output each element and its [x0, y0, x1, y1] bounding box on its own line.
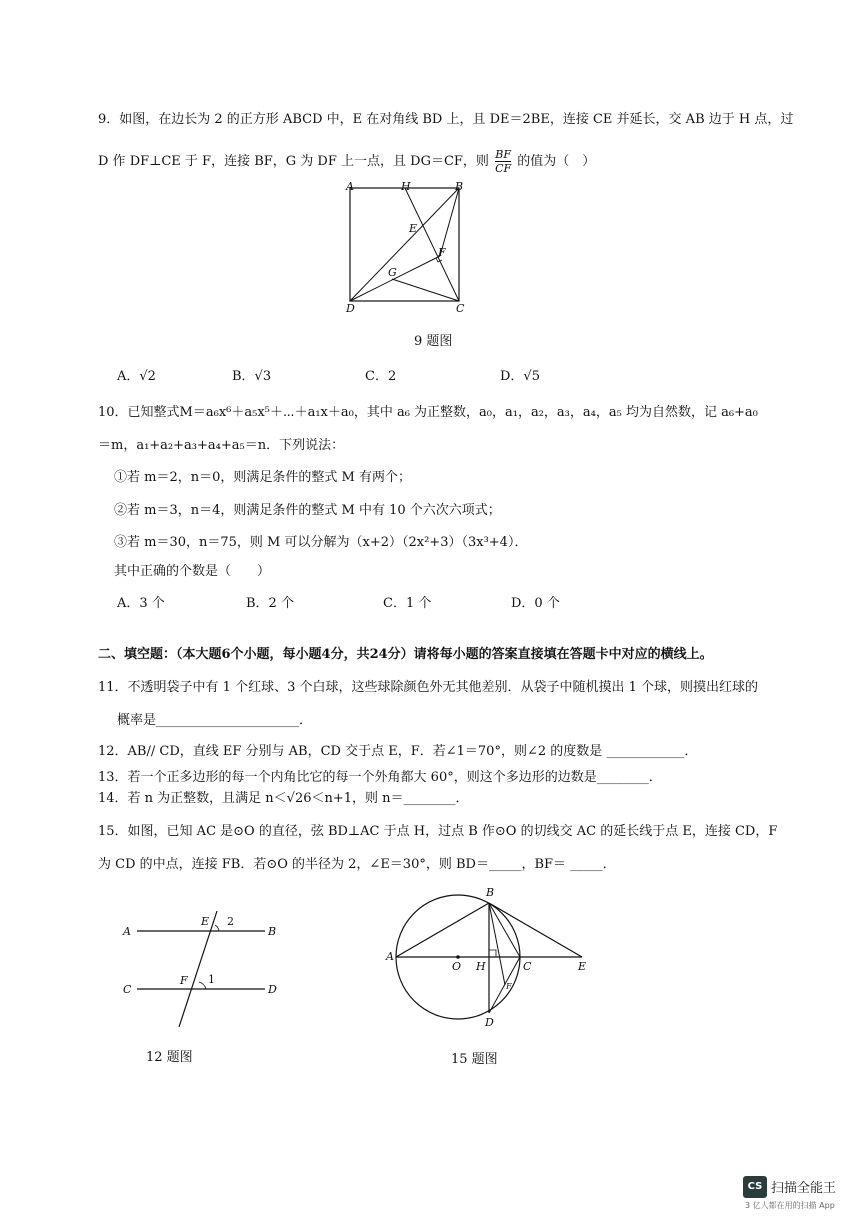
q9-label-a: A [346, 180, 354, 193]
fig12-label-a: A [123, 925, 131, 938]
fig15-line-ab [396, 903, 489, 957]
q9-label-d: D [346, 302, 355, 315]
q10-statement-2: ②若 m＝3，n＝4，则满足条件的整式 M 中有 10 个六次六项式； [114, 503, 501, 518]
fig15-label-h: H [476, 960, 486, 973]
q9-fraction [495, 148, 511, 175]
fig15-label-e: E [578, 960, 587, 973]
q11-line2: 概率是______________________． [117, 713, 313, 728]
fig12-angle-1: 1 [208, 973, 215, 986]
fig15-label-c: C [523, 960, 532, 973]
q9-frac-den: CF [495, 162, 512, 175]
q9-frac-num: BF [495, 148, 511, 161]
q12: 12．AB// CD，直线 EF 分别与 AB，CD 交于点 E，F．若∠1＝70°，则∠2 的度数是 ____________． [98, 744, 698, 759]
fig12-caption: 12 题图 [146, 1050, 193, 1065]
q15-line2: 为 CD 的中点，连接 FB．若⊙O 的半径为 2，∠E＝30°，则 BD＝_____，BF＝ _____． [98, 857, 616, 872]
q9-option-b: B．√3 [232, 369, 272, 384]
fig12-figure [115, 905, 295, 1035]
q9-line2 [98, 148, 595, 175]
fig12-label-c: C [123, 983, 132, 996]
scanner-watermark [743, 1174, 853, 1214]
q9-line2-post: 的值为（ ） [517, 154, 596, 169]
fig15-figure [380, 880, 600, 1040]
fig15-caption: 15 题图 [451, 1052, 498, 1067]
q9-caption: 9 题图 [414, 334, 453, 349]
q9-line1: 9．如图，在边长为 2 的正方形 ABCD 中，E 在对角线 BD 上，且 DE＝2BE，连接 CE 并延长，交 AB 边于 H 点，过 [98, 112, 794, 127]
scanner-app-name: 扫描全能王 [771, 1181, 837, 1196]
q10-question: 其中正确的个数是（ ） [114, 564, 271, 579]
q9-label-c: C [456, 302, 465, 315]
q9-label-e: E [409, 222, 418, 235]
fig15-label-o: O [452, 960, 462, 973]
q9-line-ch [405, 188, 459, 301]
scanner-tagline: 3 亿人都在用的扫描 App [745, 1201, 835, 1210]
fig15-line-bf [489, 903, 505, 985]
q9-option-c: C．2 [365, 369, 397, 384]
fig15-label-b: B [486, 886, 495, 899]
q9-figure [330, 178, 480, 318]
section-2-heading: 二、填空题：（本大题6个小题，每小题4分，共24分）请将每小题的答案直接填在答题卡中对应的横线上。 [98, 647, 713, 662]
q9-line-gc [392, 279, 459, 301]
fig15-label-d: D [485, 1016, 494, 1029]
fig15-tangent-be [489, 903, 582, 957]
fig12-transversal [179, 911, 217, 1027]
q10-statement-1: ①若 m＝2，n＝0，则满足条件的整式 M 有两个； [114, 470, 411, 485]
q10-option-a: A．3 个 [117, 596, 165, 611]
fig12-label-b: B [268, 925, 277, 938]
fig15-line-bc [489, 903, 520, 957]
fig12-label-d: D [268, 983, 277, 996]
q10-line1: 10．已知整式M＝a₆x⁶＋a₅x⁵＋⋯＋a₁x＋a₀，其中 a₆ 为正整数，a₀，a₁，a₂，a₃，a₄，a₅ 均为自然数，记 a₆+a₀ [98, 405, 758, 420]
q9-line2-pre: D 作 DF⊥CE 于 F，连接 BF，G 为 DF 上一点，且 DG＝CF，则 [98, 154, 489, 169]
fig15-center-point [456, 955, 460, 959]
q10-line2: ＝m，a₁+a₂+a₃+a₄+a₅＝n．下列说法： [98, 438, 345, 453]
fig12-angle-2: 2 [227, 915, 234, 928]
q9-option-a: A．√2 [117, 369, 156, 384]
fig15-label-f: F [506, 982, 512, 991]
fig12-angle-1-arc [199, 982, 206, 989]
q9-option-d: D．√5 [500, 369, 540, 384]
q10-option-c: C．1 个 [383, 596, 432, 611]
fig15-right-angle-mark [489, 950, 496, 957]
q9-label-f: F [438, 246, 446, 259]
fig12-label-e: E [201, 915, 210, 928]
q11-line1: 11．不透明袋子中有 1 个红球、3 个白球，这些球除颜色外无其他差别．从袋子中随机摸出 1 个球，则摸出红球的 [98, 680, 759, 695]
q10-statement-3: ③若 m＝30，n＝75，则 M 可以分解为（x+2）（2x²+3）（3x³+4）． [114, 535, 528, 550]
q9-diagonal-bd [350, 188, 459, 301]
q10-option-b: B．2 个 [246, 596, 294, 611]
q15-line1: 15．如图，已知 AC 是⊙O 的直径，弦 BD⊥AC 于点 H，过点 B 作⊙O 的切线交 AC 的延长线于点 E，连接 CD，F [98, 824, 778, 839]
q14: 14．若 n 为正整数，且满足 n＜√26＜n+1，则 n＝________． [98, 791, 469, 806]
q9-label-h: H [401, 180, 411, 193]
fig12-label-f: F [180, 974, 188, 987]
scanner-logo-icon: CS [743, 1176, 767, 1198]
q13: 13．若一个正多边形的每一个内角比它的每一个外角都大 60°，则这个多边形的边数是________． [98, 770, 662, 785]
q9-label-g: G [388, 266, 397, 279]
fig15-label-a: A [386, 950, 394, 963]
fig12-angle-2-arc [215, 925, 219, 931]
q10-option-d: D．0 个 [511, 596, 560, 611]
q9-label-b: B [455, 180, 464, 193]
